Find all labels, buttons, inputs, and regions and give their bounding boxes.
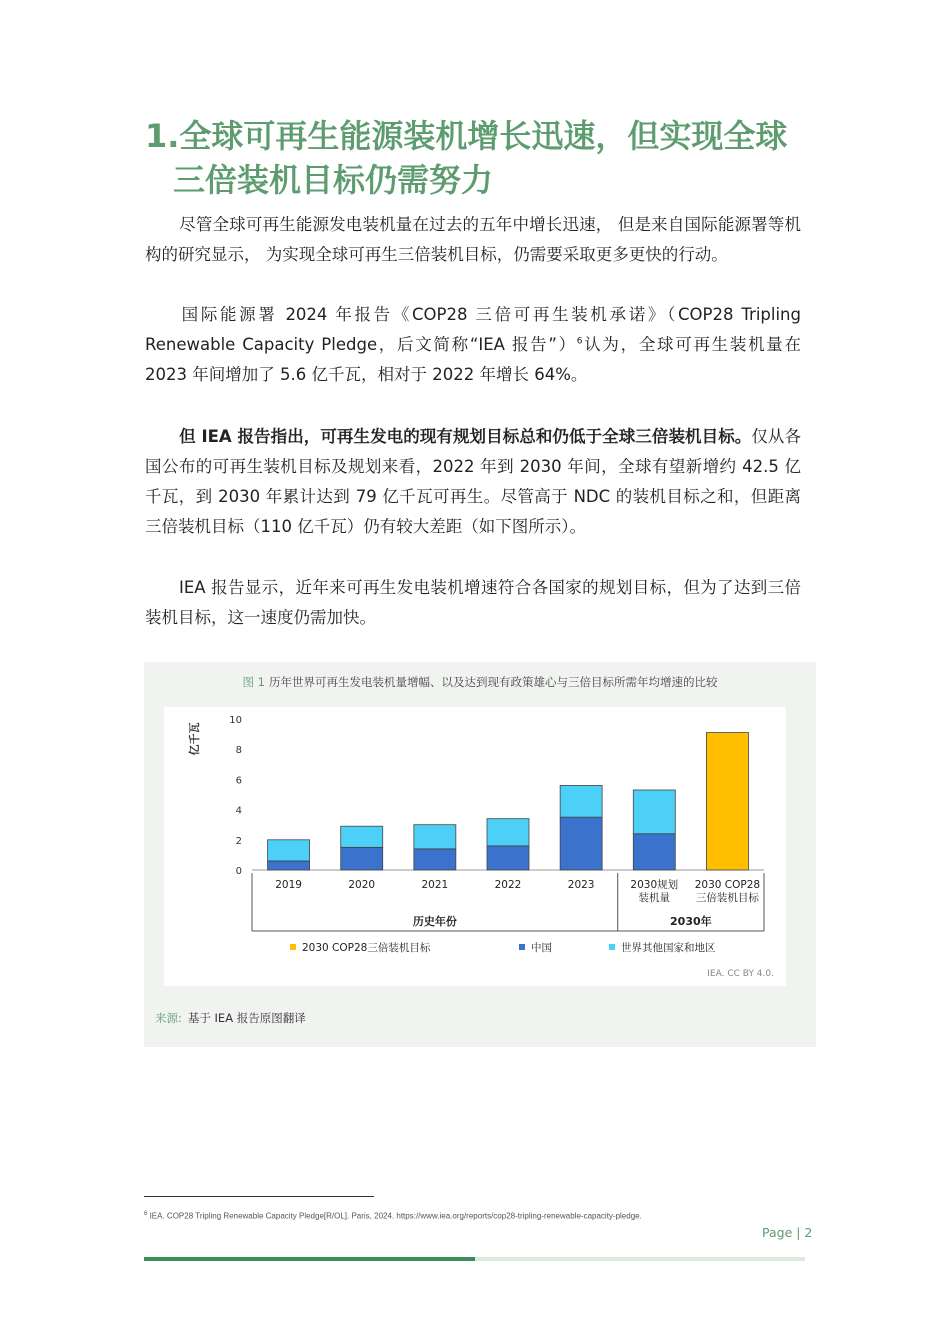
section-heading xyxy=(145,114,825,202)
chart-panel xyxy=(164,707,786,986)
x-tick-label: 2020 xyxy=(348,879,376,891)
section-title-line2: 三倍装机目标仍需努力 xyxy=(173,161,494,199)
legend-label: 2030 COP28三倍装机目标 xyxy=(302,942,431,954)
bar-segment xyxy=(487,846,529,870)
figure-1 xyxy=(144,662,816,1047)
footer-progress-dark xyxy=(144,1257,475,1261)
paragraph-2-text-b: 认为，全球可再生装机量在 2023 年间增加了 5.6 亿千瓦，相对于 2022 年增长 64%。 xyxy=(145,335,801,384)
x-tick-label: 2022 xyxy=(494,879,522,891)
footnote-divider xyxy=(144,1196,374,1197)
bar-segment xyxy=(560,785,602,817)
footnote-mark: 6 xyxy=(144,1211,148,1217)
bar-segment xyxy=(414,849,456,870)
bar-segment xyxy=(706,733,748,870)
y-axis-label: 亿千瓦 xyxy=(188,722,201,756)
x-tick-label: 三倍装机目标 xyxy=(695,892,759,904)
figure-caption xyxy=(144,674,816,690)
paragraph-3 xyxy=(145,422,801,542)
x-tick-label: 2023 xyxy=(567,879,595,891)
x-tick-label: 2019 xyxy=(275,879,302,891)
stacked-bar-chart xyxy=(164,707,786,986)
paragraph-4 xyxy=(145,573,801,633)
x-tick-label: 2021 xyxy=(421,879,449,891)
source-text: 基于 IEA 报告原图翻译 xyxy=(187,1011,306,1025)
section-title-line1: 全球可再生能源装机增长迅速，但实现全球 xyxy=(179,117,788,155)
legend-label: 中国 xyxy=(531,942,552,954)
page-number: Page | 2 xyxy=(762,1225,813,1240)
paragraph-3-text: 仅从各国公布的可再生装机目标及规划来看，2022 年到 2030 年间，全球有望新增约 42.5 亿千瓦，到 2030 年累计达到 79 亿千瓦可再生。尽管高于 NDC 的装机目标之和，但距离三倍装机目标（110 亿千瓦）仍有较大差距（如下图所示）。 xyxy=(145,427,802,536)
x-tick-label: 装机量 xyxy=(638,892,671,904)
footnote xyxy=(144,1211,642,1221)
bar-segment xyxy=(633,834,675,870)
group-label: 历史年份 xyxy=(412,915,457,928)
group-label: 2030年 xyxy=(670,915,712,928)
bar-segment xyxy=(633,790,675,834)
bar-segment xyxy=(560,817,602,870)
bar-segment xyxy=(268,861,310,870)
legend-swatch xyxy=(519,944,525,950)
y-tick-label: 4 xyxy=(235,805,242,817)
paragraph-1-text: 尽管全球可再生能源发电装机量在过去的五年中增长迅速， 但是来自国际能源署等机构的研究显示， 为实现全球可再生三倍装机目标，仍需要采取更多更快的行动。 xyxy=(145,215,801,264)
bar-segment xyxy=(487,819,529,846)
legend-label: 世界其他国家和地区 xyxy=(621,942,716,954)
x-tick-label: 2030规划 xyxy=(630,879,679,891)
chart-credit: IEA. CC BY 4.0. xyxy=(707,969,774,979)
bar-segment xyxy=(268,840,310,861)
section-number: 1. xyxy=(145,117,180,155)
paragraph-3-emphasis: 但 IEA 报告指出，可再生发电的现有规划目标总和仍低于全球三倍装机目标。 xyxy=(179,427,752,446)
figure-source xyxy=(155,1010,306,1026)
y-tick-label: 0 xyxy=(235,866,242,877)
y-tick-label: 10 xyxy=(229,715,242,726)
paragraph-1 xyxy=(145,210,801,270)
x-tick-label: 2030 COP28 xyxy=(694,879,761,891)
legend-swatch xyxy=(290,944,296,950)
paragraph-4-text: IEA 报告显示，近年来可再生发电装机增速符合各国家的规划目标，但为了达到三倍装机目标，这一速度仍需加快。 xyxy=(145,578,801,627)
paragraph-2 xyxy=(145,300,801,390)
footnote-reference[interactable]: 6 xyxy=(576,336,583,347)
bar-segment xyxy=(341,847,383,870)
bar-segment xyxy=(341,826,383,847)
paragraph-2-text-a: 国际能源署 2024 年报告《COP28 三倍可再生装机承诺》（COP28 Tripling Renewable Capacity Pledge，后文简称“IEA 报告”） xyxy=(145,305,801,354)
figure-caption-text: 历年世界可再生发电装机量增幅、以及达到现有政策雄心与三倍目标所需年均增速的比较 xyxy=(268,675,718,689)
legend-swatch xyxy=(609,944,615,950)
y-tick-label: 2 xyxy=(235,835,242,847)
source-label: 来源: xyxy=(155,1011,182,1025)
footer-progress-light xyxy=(475,1257,805,1261)
y-tick-label: 6 xyxy=(235,775,242,787)
footnote-text: IEA. COP28 Tripling Renewable Capacity Pledge[R/OL]. Paris, 2024. https://www.iea.org/reports/cop28-tripling-renewable-capacity-pledge. xyxy=(149,1211,642,1221)
bar-segment xyxy=(414,825,456,849)
figure-number: 图 1 xyxy=(242,675,265,689)
y-tick-label: 8 xyxy=(235,745,242,757)
